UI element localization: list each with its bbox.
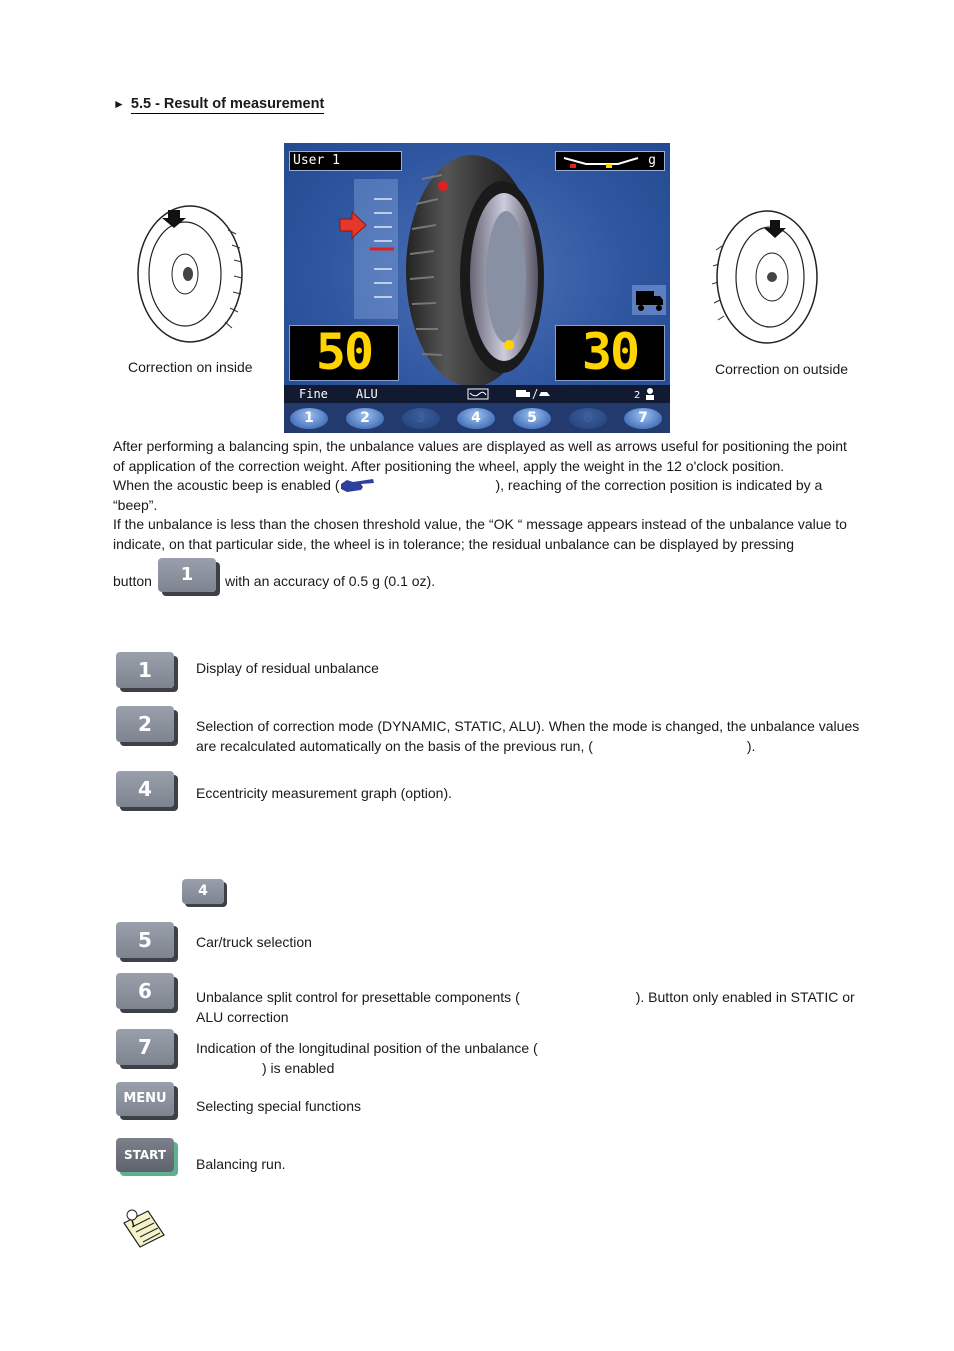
key-2[interactable]: 2 xyxy=(116,706,174,742)
key-4-small[interactable]: 4 xyxy=(182,879,224,904)
caption-outside: Correction on outside xyxy=(715,361,849,377)
desc-key-6: Unbalance split control for presettable components ( ). Button only enabled in STATIC or ALU correction xyxy=(196,989,855,1025)
desc-key-5: Car/truck selection xyxy=(196,934,312,950)
softkey-5[interactable]: 5 xyxy=(513,408,551,429)
desc-key-7: Indication of the longitudinal position of the unbalance ( ) is enabled xyxy=(196,1040,538,1076)
paragraph-threshold: If the unbalance is less than the chosen threshold value, the “OK “ message appears instead of the unbalance value to indicate, on that particular side, the wheel is in tolerance; the residual unbalance can be displayed by pressing xyxy=(113,516,847,552)
caption-inside: Correction on inside xyxy=(128,359,253,375)
operator-icon xyxy=(634,387,658,401)
key-1[interactable]: 1 xyxy=(116,652,174,688)
key-6[interactable]: 6 xyxy=(116,973,174,1009)
softkey-7[interactable]: 7 xyxy=(624,408,662,429)
key-4[interactable]: 4 xyxy=(116,771,174,807)
note-icon xyxy=(118,1205,168,1251)
user-label: User 1 xyxy=(289,151,402,171)
position-scale xyxy=(354,179,398,319)
inside-unbalance-value: 50 xyxy=(289,325,399,381)
key-7[interactable]: 7 xyxy=(116,1029,174,1065)
mode-fine-label: Fine xyxy=(299,387,328,401)
weight-position-indicator xyxy=(555,151,665,171)
scale-ticks xyxy=(354,179,398,319)
softkey-1[interactable]: 1 xyxy=(290,408,328,429)
mode-alu-label: ALU xyxy=(356,387,378,401)
outside-unbalance-value: 30 xyxy=(555,325,665,381)
menu-key[interactable]: MENU xyxy=(116,1082,174,1116)
truck-icon xyxy=(632,285,666,315)
softkey-6[interactable]: 6 xyxy=(569,408,607,429)
correction-arrow-icon xyxy=(338,211,368,239)
paragraph-beep: When the acoustic beep is enabled ( ), reaching of the correction position is indicated by a “beep”. xyxy=(113,477,823,513)
desc-key-2: Selection of correction mode (DYNAMIC, STATIC, ALU). When the mode is changed, the unbalance values are recalculated automatically on the basis of the previous run, ( ). xyxy=(196,718,860,754)
vehicle-type-icon xyxy=(514,388,552,400)
key-1-inline[interactable]: 1 xyxy=(158,558,216,592)
balancer-display xyxy=(284,143,670,433)
button-label: button xyxy=(113,573,152,589)
desc-key-4: Eccentricity measurement graph (option). xyxy=(196,785,452,801)
paragraph-measurement: After performing a balancing spin, the unbalance values are displayed as well as arrows useful for positioning the point of application of the correction weight. After positioning the wheel, apply the weight in the 12 o'clock position. xyxy=(113,438,847,474)
softkey-3[interactable]: 3 xyxy=(402,408,440,429)
desc-menu-key: Selecting special functions xyxy=(196,1098,361,1114)
desc-key-1: Display of residual unbalance xyxy=(196,660,379,676)
accuracy-text: with an accuracy of 0.5 g (0.1 oz). xyxy=(225,573,436,589)
tyre-inside-illustration xyxy=(130,200,245,345)
start-key[interactable]: START xyxy=(116,1138,174,1172)
svg-text:2: 2 xyxy=(634,390,641,401)
softkey-2[interactable]: 2 xyxy=(346,408,384,429)
tyre-graphic xyxy=(402,149,552,389)
desc-start-key: Balancing run. xyxy=(196,1156,286,1172)
softkey-row xyxy=(284,403,670,433)
softkey-4[interactable]: 4 xyxy=(457,408,495,429)
section-heading: ► 5.5 - Result of measurement xyxy=(113,96,325,112)
eccentricity-graph-icon xyxy=(467,388,489,400)
status-bar xyxy=(284,385,670,403)
tyre-outside-illustration xyxy=(712,206,822,348)
key-5[interactable]: 5 xyxy=(116,922,174,958)
bullet-arrow-icon: ► xyxy=(113,97,125,111)
pointing-hand-icon xyxy=(339,476,377,494)
unit-label: g xyxy=(648,153,656,168)
